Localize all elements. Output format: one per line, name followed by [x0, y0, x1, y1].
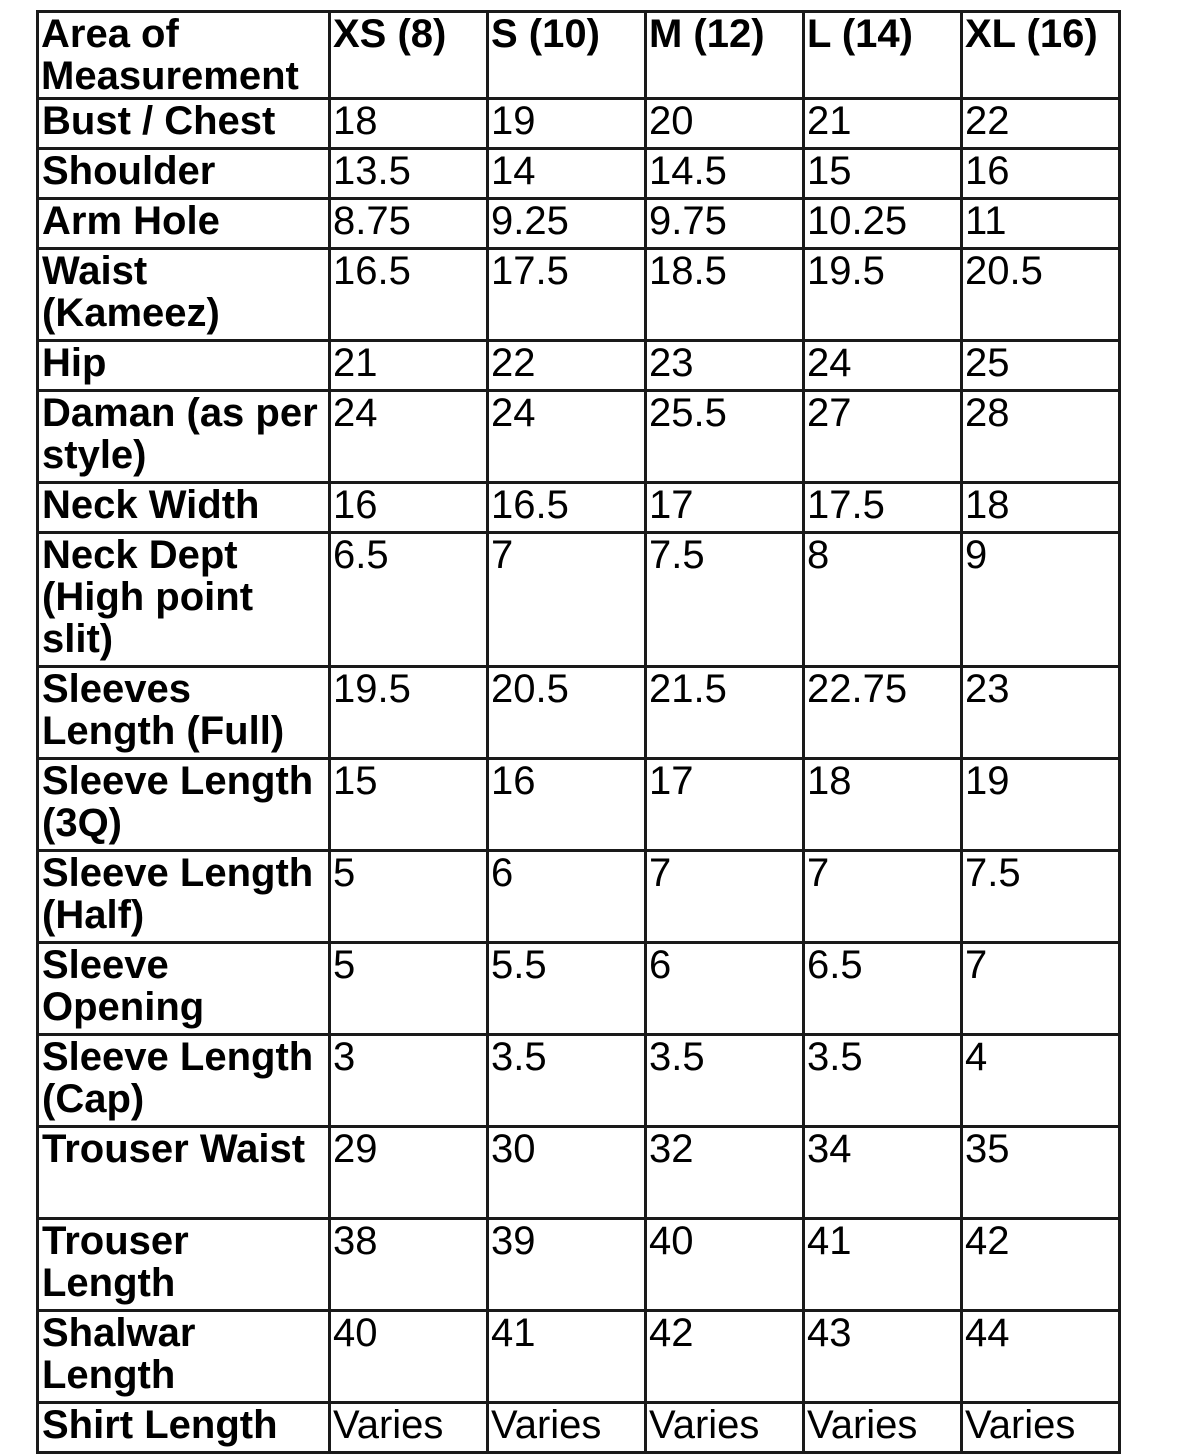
table-cell: 38 [330, 1219, 488, 1311]
table-cell: 25.5 [646, 391, 804, 483]
table-cell: 6.5 [804, 943, 962, 1035]
table-cell: 19 [488, 99, 646, 149]
row-label: Daman (as per style) [38, 391, 330, 483]
table-cell: 6.5 [330, 533, 488, 667]
row-label: Hip [38, 341, 330, 391]
table-cell: 15 [330, 759, 488, 851]
row-label: Sleeve Length (Cap) [38, 1035, 330, 1127]
table-cell: 21.5 [646, 667, 804, 759]
table-cell: 6 [488, 851, 646, 943]
table-cell: 5.5 [488, 943, 646, 1035]
table-cell: 22.75 [804, 667, 962, 759]
row-label: Sleeve Length (Half) [38, 851, 330, 943]
row-label: Trouser Length [38, 1219, 330, 1311]
table-cell: 21 [330, 341, 488, 391]
size-header-l: L (14) [804, 12, 962, 99]
table-cell: 9.75 [646, 199, 804, 249]
table-cell: 17 [646, 483, 804, 533]
table-cell: 17.5 [804, 483, 962, 533]
row-label: Sleeves Length (Full) [38, 667, 330, 759]
table-cell: Varies [646, 1403, 804, 1453]
table-cell: 16 [962, 149, 1120, 199]
table-cell: 16.5 [488, 483, 646, 533]
row-label: Neck Width [38, 483, 330, 533]
table-cell: 17 [646, 759, 804, 851]
table-cell: 7 [646, 851, 804, 943]
row-label: Shirt Length [38, 1403, 330, 1453]
table-cell: 43 [804, 1311, 962, 1403]
table-cell: 13.5 [330, 149, 488, 199]
table-cell: 7 [962, 943, 1120, 1035]
table-cell: 3 [330, 1035, 488, 1127]
table-cell: 6 [646, 943, 804, 1035]
table-cell: 44 [962, 1311, 1120, 1403]
table-cell: 7 [804, 851, 962, 943]
table-cell: 11 [962, 199, 1120, 249]
table-row [38, 667, 1120, 759]
table-cell: 3.5 [804, 1035, 962, 1127]
size-header-xl: XL (16) [962, 12, 1120, 99]
table-cell: 39 [488, 1219, 646, 1311]
table-cell: 20 [646, 99, 804, 149]
table-row [38, 199, 1120, 249]
table-cell: 28 [962, 391, 1120, 483]
table-cell: 15 [804, 149, 962, 199]
table-cell: 20.5 [488, 667, 646, 759]
table-cell: 30 [488, 1127, 646, 1219]
table-cell: 24 [804, 341, 962, 391]
table-cell: 18 [330, 99, 488, 149]
table-cell: 34 [804, 1127, 962, 1219]
table-cell: 7.5 [962, 851, 1120, 943]
table-row [38, 1035, 1120, 1127]
size-chart-table [36, 10, 1121, 1454]
table-cell: Varies [804, 1403, 962, 1453]
table-cell: 16.5 [330, 249, 488, 341]
table-row [38, 759, 1120, 851]
table-cell: 24 [330, 391, 488, 483]
table-cell: 4 [962, 1035, 1120, 1127]
table-cell: 21 [804, 99, 962, 149]
row-label: Sleeve Length (3Q) [38, 759, 330, 851]
table-cell: 19 [962, 759, 1120, 851]
size-header-m: M (12) [646, 12, 804, 99]
table-cell: 19.5 [330, 667, 488, 759]
table-cell: 27 [804, 391, 962, 483]
table-cell: 9 [962, 533, 1120, 667]
row-label: Shalwar Length [38, 1311, 330, 1403]
table-cell: 19.5 [804, 249, 962, 341]
table-cell: 14 [488, 149, 646, 199]
table-cell: Varies [330, 1403, 488, 1453]
table-row [38, 99, 1120, 149]
row-label: Trouser Waist [38, 1127, 330, 1219]
table-cell: 20.5 [962, 249, 1120, 341]
table-cell: 10.25 [804, 199, 962, 249]
table-cell: 16 [488, 759, 646, 851]
table-cell: 3.5 [488, 1035, 646, 1127]
table-cell: 24 [488, 391, 646, 483]
table-cell: Varies [962, 1403, 1120, 1453]
table-cell: 18 [962, 483, 1120, 533]
table-cell: 5 [330, 851, 488, 943]
table-cell: 16 [330, 483, 488, 533]
table-row [38, 851, 1120, 943]
table-row [38, 1311, 1120, 1403]
row-label: Neck Dept (High point slit) [38, 533, 330, 667]
row-label: Waist (Kameez) [38, 249, 330, 341]
table-row [38, 943, 1120, 1035]
table-cell: 9.25 [488, 199, 646, 249]
table-cell: 7 [488, 533, 646, 667]
table-cell: 18 [804, 759, 962, 851]
table-cell: 42 [646, 1311, 804, 1403]
table-row [38, 341, 1120, 391]
header-row [38, 12, 1120, 99]
table-row [38, 483, 1120, 533]
table-cell: 22 [962, 99, 1120, 149]
row-label: Bust / Chest [38, 99, 330, 149]
table-cell: 7.5 [646, 533, 804, 667]
table-cell: Varies [488, 1403, 646, 1453]
table-cell: 29 [330, 1127, 488, 1219]
table-cell: 40 [646, 1219, 804, 1311]
table-cell: 18.5 [646, 249, 804, 341]
table-cell: 17.5 [488, 249, 646, 341]
row-label: Arm Hole [38, 199, 330, 249]
row-label: Sleeve Opening [38, 943, 330, 1035]
table-cell: 22 [488, 341, 646, 391]
table-cell: 32 [646, 1127, 804, 1219]
table-cell: 40 [330, 1311, 488, 1403]
table-cell: 23 [962, 667, 1120, 759]
table-row [38, 533, 1120, 667]
table-cell: 41 [804, 1219, 962, 1311]
size-header-xs: XS (8) [330, 12, 488, 99]
table-cell: 25 [962, 341, 1120, 391]
table-cell: 8 [804, 533, 962, 667]
table-row [38, 1127, 1120, 1219]
table-cell: 41 [488, 1311, 646, 1403]
table-row [38, 391, 1120, 483]
table-row [38, 149, 1120, 199]
table-row [38, 1219, 1120, 1311]
table-row [38, 249, 1120, 341]
table-cell: 23 [646, 341, 804, 391]
size-header-s: S (10) [488, 12, 646, 99]
table-cell: 14.5 [646, 149, 804, 199]
area-of-measurement-header: Area of Measurement [38, 12, 330, 99]
table-row [38, 1403, 1120, 1453]
table-cell: 35 [962, 1127, 1120, 1219]
table-cell: 42 [962, 1219, 1120, 1311]
table-cell: 8.75 [330, 199, 488, 249]
table-cell: 3.5 [646, 1035, 804, 1127]
row-label: Shoulder [38, 149, 330, 199]
table-cell: 5 [330, 943, 488, 1035]
